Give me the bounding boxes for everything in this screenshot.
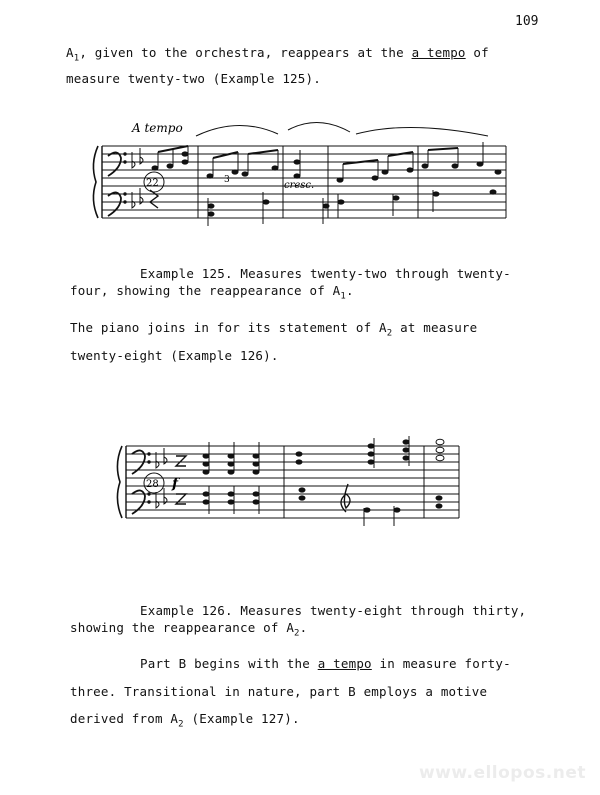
cresc-marking: cresc. [284,180,315,191]
example-126-caption-line2: showing the reappearance of $A_2$. [70,620,308,639]
para3-line1: Part B begins with the a tempo in measure forty- [140,656,511,671]
page-number: 109 [515,14,539,29]
forte-marking: f [172,476,179,492]
a-tempo-term-2: a tempo [317,656,372,671]
example-125-score [88,106,510,230]
para2-line2: twenty-eight (Example 126). [70,348,279,363]
tempo-marking: A tempo [132,121,183,135]
watermark: www.ellopos.net [418,763,586,783]
example-126-score [114,428,464,528]
measure-number-28: 28 [146,479,159,490]
para2-line1: The piano joins in for its statement of $A_2$ at measure [70,320,478,339]
para3-line3: derived from $A_2$ (Example 127). [70,711,300,730]
triplet-mark: 3 [224,175,230,185]
para1-line2: measure twenty-two (Example 125). [66,71,321,86]
para3-line2: three. Transitional in nature, part B employs a motive [70,684,488,699]
measure-number-22: 22 [146,178,159,189]
example-125-caption-line1: Example 125. Measures twenty-two through twenty- [140,266,511,281]
example-126-caption-line1: Example 126. Measures twenty-eight through thirty, [140,603,527,618]
para1-line1: $A_1$, given to the orchestra, reappears at the a tempo of [66,45,489,64]
example-125-caption-line2: four, showing the reappearance of $A_1$. [70,283,354,302]
a-tempo-term: a tempo [411,45,466,60]
